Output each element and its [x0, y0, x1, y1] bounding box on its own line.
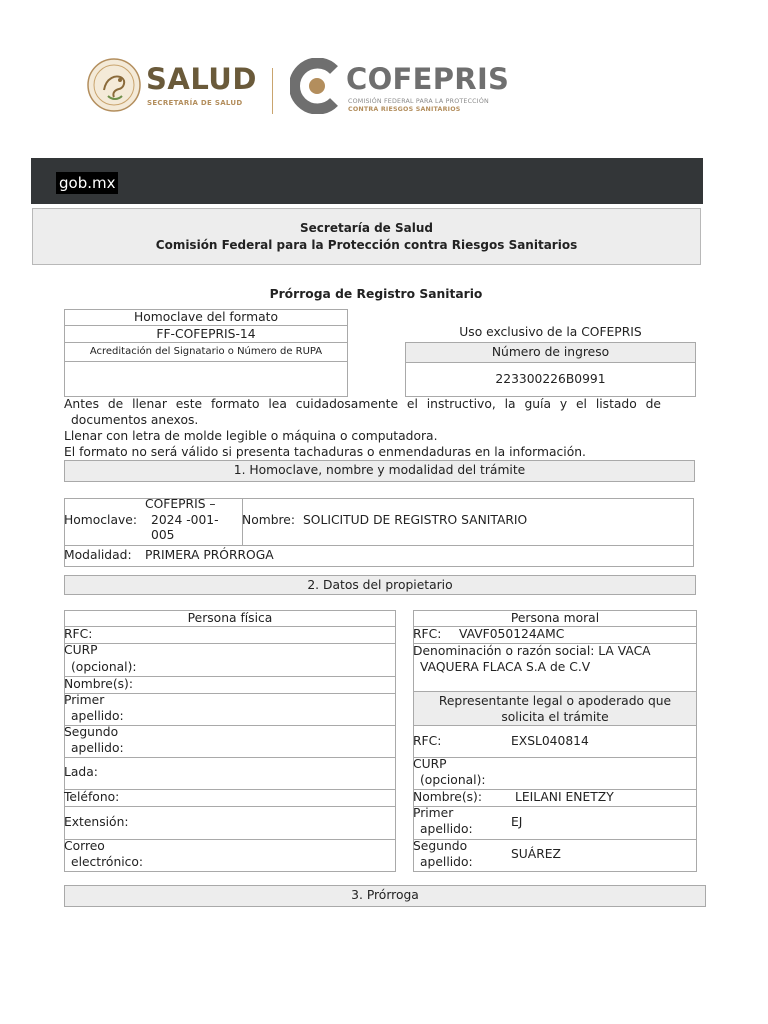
moral-rfc-value: VAVF050124AMC	[459, 627, 565, 641]
fisica-segundo-label-2: apellido:	[71, 741, 124, 755]
fisica-rfc-row	[64, 626, 396, 644]
salud-wordmark: SALUD	[146, 62, 257, 96]
fisica-extension-label: Extensión:	[64, 815, 129, 829]
salud-subtitle: SECRETARÍA DE SALUD	[147, 99, 243, 107]
homoclave-value	[145, 497, 219, 544]
fisica-correo-label-1: Correo	[64, 839, 105, 853]
moral-razon-line-2: VAQUERA FLACA S.A de C.V	[420, 660, 591, 674]
format-homoclave-value: FF-COFEPRIS-14	[64, 325, 348, 343]
section-1-title: 1. Homoclave, nombre y modalidad del trámite	[64, 460, 695, 482]
section-2-title: 2. Datos del propietario	[64, 575, 696, 595]
moral-nombre-value: LEILANI ENETZY	[515, 790, 614, 804]
moral-rfc-label: RFC:	[413, 627, 442, 641]
logo-divider	[272, 68, 273, 114]
instruction-line-1: Antes de llenar este formato lea cuidadosamente el instructivo, la guía y el listado de	[64, 397, 661, 411]
moral-segundo-label-1: Segundo	[413, 839, 468, 853]
entry-number-label: Número de ingreso	[405, 342, 696, 363]
fisica-curp-label-2: (opcional):	[71, 660, 137, 674]
moral-rep-rfc-label: RFC:	[413, 734, 442, 748]
exclusive-use-label: Uso exclusivo de la COFEPRIS	[459, 325, 642, 339]
moral-title: Persona moral	[413, 610, 697, 627]
fisica-telefono-label: Teléfono:	[64, 790, 120, 804]
fisica-rfc-label: RFC:	[64, 627, 93, 641]
instruction-line-1b: documentos anexos.	[71, 413, 199, 427]
entry-number-value: 223300226B0991	[405, 362, 696, 397]
gob-mx-logo[interactable]: gob.mx	[56, 172, 118, 194]
form-title: Prórroga de Registro Sanitario	[269, 287, 483, 301]
fisica-primer-label-1: Primer	[64, 693, 105, 707]
moral-primer-label-1: Primer	[413, 806, 454, 820]
agency-header	[32, 208, 701, 265]
moral-nombre-label: Nombre(s):	[413, 790, 483, 804]
modalidad-value: PRIMERA PRÓRROGA	[145, 548, 274, 562]
cofepris-subtitle-1: COMISIÓN FEDERAL PARA LA PROTECCIÓN	[348, 98, 489, 105]
tramite-name-label: Nombre:	[242, 513, 296, 527]
cofepris-wordmark: COFEPRIS	[346, 62, 510, 96]
fisica-segundo-label-1: Segundo	[64, 725, 119, 739]
format-homoclave-label: Homoclave del formato	[64, 309, 348, 326]
homoclave-label: Homoclave:	[64, 513, 137, 527]
moral-segundo-label-2: apellido:	[420, 855, 473, 869]
fisica-primer-label-2: apellido:	[71, 709, 124, 723]
moral-curp-label-2: (opcional):	[420, 773, 486, 787]
homoclave-value-2: 2024 -001-	[151, 512, 219, 527]
moral-rep-rfc-value: EXSL040814	[511, 734, 589, 748]
mexico-seal-icon	[86, 56, 142, 114]
fisica-nombre-label: Nombre(s):	[64, 677, 134, 691]
cofepris-subtitle-2: CONTRA RIESGOS SANITARIOS	[348, 106, 461, 113]
homoclave-value-3: 005	[151, 528, 175, 542]
agency-line-2: Comisión Federal para la Protección contra Riesgos Sanitarios	[155, 238, 578, 252]
modalidad-label: Modalidad:	[64, 548, 132, 562]
cofepris-c-icon	[290, 58, 344, 114]
moral-curp-label-1: CURP	[413, 757, 447, 771]
instructions	[64, 396, 661, 460]
persona-fisica-table	[64, 610, 396, 872]
fisica-lada-label: Lada:	[64, 765, 98, 779]
salud-logo	[86, 56, 266, 116]
moral-rep-line-2: solicita el trámite	[501, 710, 609, 724]
instruction-line-3: El formato no será válido si presenta tachaduras o enmendaduras en la información.	[64, 445, 586, 459]
cofepris-logo	[290, 56, 530, 116]
moral-rep-header	[413, 691, 697, 726]
moral-razon-line-1: Denominación o razón social: LA VACA	[413, 644, 651, 658]
fisica-correo-label-2: electrónico:	[71, 855, 144, 869]
moral-segundo-value: SUÁREZ	[511, 847, 561, 861]
fisica-curp-label-1: CURP	[64, 643, 98, 657]
tramite-name-value: SOLICITUD DE REGISTRO SANITARIO	[303, 513, 528, 527]
moral-primer-label-2: apellido:	[420, 822, 473, 836]
fisica-title: Persona física	[64, 610, 396, 627]
agency-line-1: Secretaría de Salud	[300, 221, 433, 235]
gob-header-bar	[31, 158, 703, 204]
accreditation-label: Acreditación del Signatario o Número de RUPA	[64, 342, 348, 362]
homoclave-value-1: COFEPRIS –	[145, 497, 216, 511]
instruction-line-2: Llenar con letra de molde legible o máquina o computadora.	[64, 429, 438, 443]
section-3-title: 3. Prórroga	[64, 885, 706, 907]
accreditation-input[interactable]	[64, 361, 348, 397]
fisica-lada-row	[64, 757, 396, 790]
persona-moral-table	[413, 610, 697, 872]
moral-primer-value: EJ	[511, 815, 523, 829]
moral-rep-line-1: Representante legal o apoderado que	[438, 694, 672, 708]
